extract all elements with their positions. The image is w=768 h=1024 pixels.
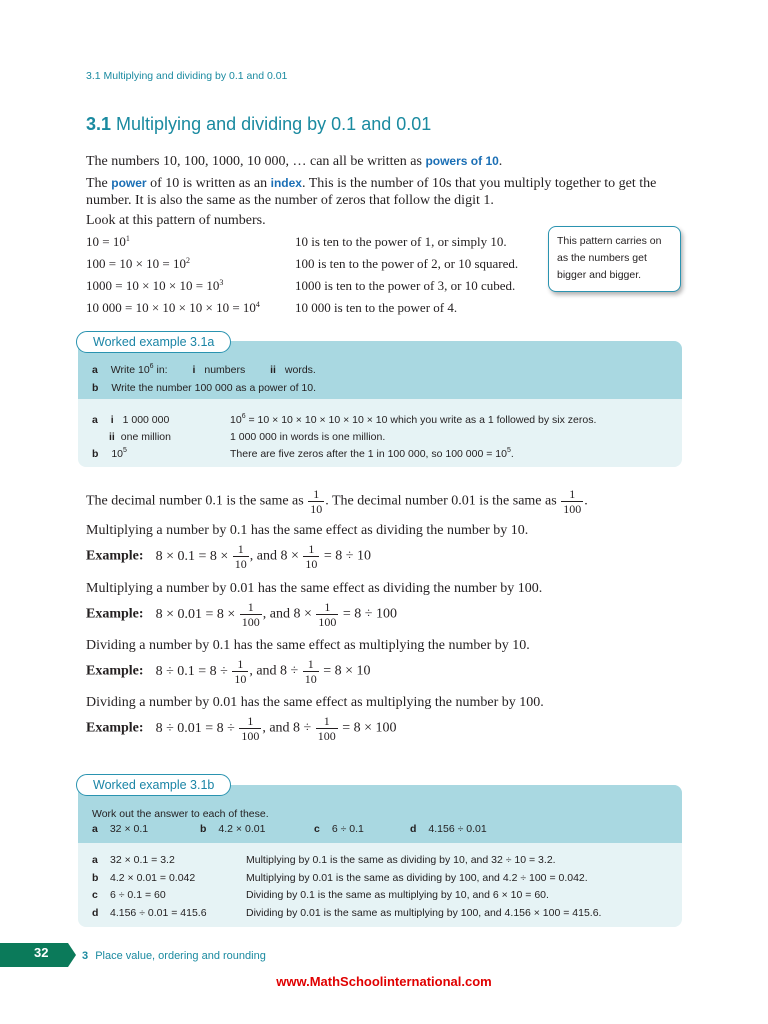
rule-example: Example: 8 ÷ 0.1 = 8 ÷ $\frac{1}{10}$ , and 8 ÷ $\frac{1}{10}$ = 8 × 10: [86, 657, 371, 686]
pattern-row: $10 = 10^1$ 10 is ten to the power of 1, or simply 10.: [86, 234, 507, 249]
fraction-one-tenth: $\frac{1}{10}$: [310, 487, 323, 516]
key-term-power: power: [111, 176, 147, 190]
decimal-equivalents: The decimal number 0.1 is the same as $\frac{1}{10}$ . The decimal number 0.01 is the same as $\frac{1}{100}$ .: [86, 487, 588, 516]
rule-example: Example: 8 × 0.1 = 8 × $\frac{1}{10}$ , and 8 × $\frac{1}{10}$ = 8 ÷ 10: [86, 542, 371, 571]
section-number: 3.1: [86, 114, 112, 134]
we1-answer-a-i: a i 1 000 000 $10^6 = 10 \times 10 \times 10 \times 10 \times 10 \times 10$ which you write as a 1 followed by six zeros.: [92, 413, 597, 426]
we2-intro: Work out the answer to each of these.: [92, 808, 269, 820]
we2-answer-row: a 32 × 0.1 = 3.2 Multiplying by 0.1 is the same as dividing by 10, and 32 ÷ 10 = 3.2.: [92, 854, 556, 866]
pattern-row: $1000 = 10 \times 10 \times 10 = 10^3$ 1000 is ten to the power of 3, or 10 cubed.: [86, 278, 516, 293]
we2-answers: [92, 852, 672, 922]
footer-chevron: [68, 943, 76, 967]
we1-question-a: a Write $10^6$ in: i numbers ii words.: [92, 363, 316, 376]
we1-question-b: b Write the number 100 000 as a power of 10.: [92, 382, 317, 394]
we1-answer-a-ii: ii one million 1 000 000 in words is one million.: [109, 431, 386, 443]
pattern-table: [86, 234, 546, 322]
page-number: 32: [34, 945, 49, 960]
running-header: 3.1 Multiplying and dividing by 0.1 and 0.01: [86, 70, 288, 82]
rule-statement: Dividing a number by 0.1 has the same effect as multiplying the number by 10.: [86, 638, 530, 653]
we1-tab: Worked example 3.1a: [76, 331, 231, 353]
intro-line-4: Look at this pattern of numbers.: [86, 213, 266, 228]
rule-statement: Dividing a number by 0.01 has the same effect as multiplying the number by 100.: [86, 695, 544, 710]
intro-line-1: The numbers 10, 100, 1000, 10 000, … can all be written as powers of 10.: [86, 154, 503, 169]
rule-statement: Multiplying a number by 0.01 has the same effect as dividing the number by 100.: [86, 581, 543, 596]
we2-answer-row: d 4.156 ÷ 0.01 = 415.6 Dividing by 0.01 is the same as multiplying by 100, and 4.156 × 100 = 415.6.: [92, 906, 602, 919]
intro-line-2: The power of 10 is written as an index. This is the number of 10s that you multiply together to get the: [86, 176, 657, 191]
pattern-row: 10 $000 = 10 \times 10 \times 10 \times 10 = 10^4$ 10 000 is ten to the power of 4.: [86, 300, 458, 315]
pattern-note: This pattern carries on as the numbers get bigger and bigger.: [548, 226, 681, 292]
section-title: Multiplying and dividing by 0.1 and 0.01: [116, 114, 432, 134]
rule-statement: Multiplying a number by 0.1 has the same effect as dividing the number by 10.: [86, 523, 529, 538]
rule-example: Example: 8 × 0.01 = 8 × $\frac{1}{100}$ , and 8 × $\frac{1}{100}$ = 8 ÷ 100: [86, 600, 397, 629]
pattern-row: $100 = 10 \times 10 = 10^2$ 100 is ten to the power of 2, or 10 squared.: [86, 256, 519, 271]
rule-example: Example: 8 ÷ 0.01 = 8 ÷ $\frac{1}{100}$ , and 8 ÷ $\frac{1}{100}$ = 8 × 100: [86, 714, 397, 743]
section-heading: [86, 114, 431, 135]
key-term-index: index: [270, 176, 302, 190]
website-watermark[interactable]: www.MathSchoolinternational.com: [276, 974, 492, 989]
fraction-one-hundredth: $\frac{1}{100}$: [563, 487, 582, 516]
we2-tab: Worked example 3.1b: [76, 774, 231, 796]
intro-line-3: number. It is also the same as the number of zeros that follow the digit 1.: [86, 193, 494, 208]
we1-answer-b: b $10^5$ There are five zeros after the 1 in 100 000, so 100 $000 = 10^5$.: [92, 447, 514, 460]
we2-answer-row: b 4.2 × 0.01 = 0.042 Multiplying by 0.01 is the same as dividing by 100, and 4.2 ÷ 100 = 0.042.: [92, 871, 588, 884]
footer-chapter: 3 Place value, ordering and rounding: [82, 950, 266, 962]
key-term-powers-of-10: powers of 10: [425, 154, 499, 168]
we2-answer-row: c 6 ÷ 0.1 = 60 Dividing by 0.1 is the same as multiplying by 10, and 6 × 10 = 60.: [92, 889, 549, 901]
